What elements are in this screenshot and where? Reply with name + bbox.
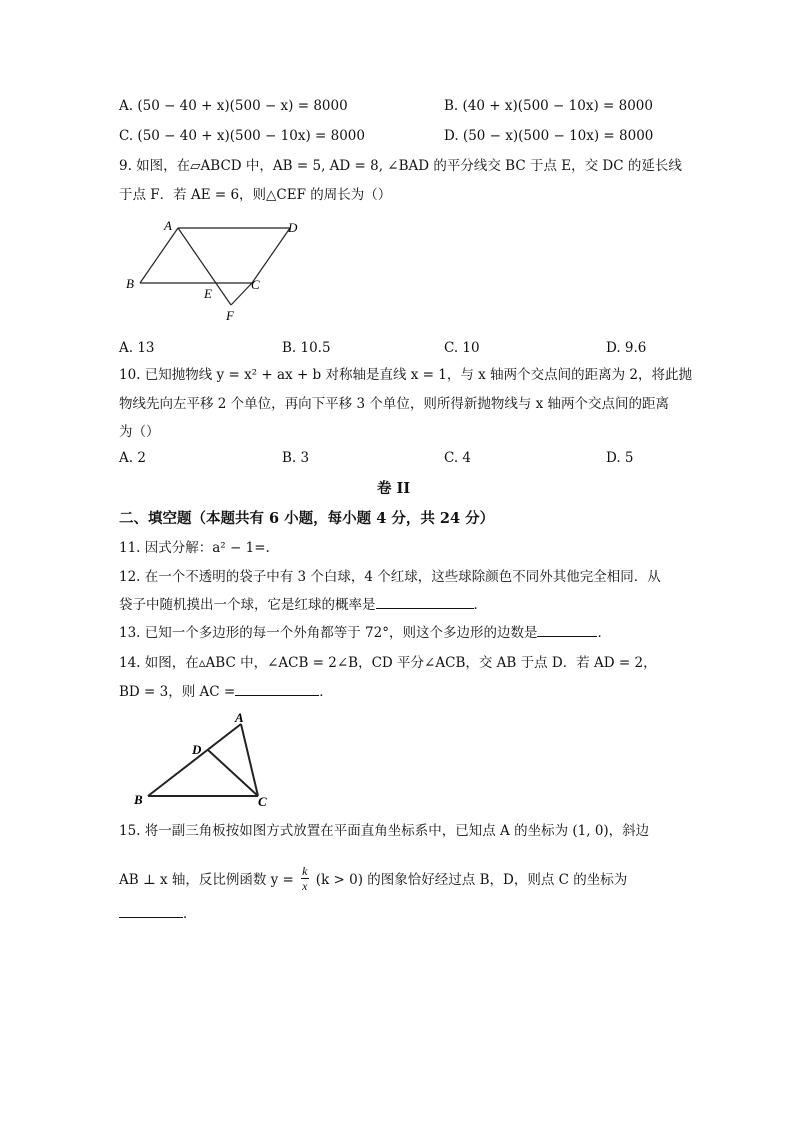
q8-option-c: C. (50 − 40 + x)(500 − 10x) = 8000 <box>119 128 365 144</box>
q14-answer-blank[interactable] <box>235 683 319 696</box>
q9-label-d: D <box>288 220 298 235</box>
q14-stem-text: BD = 3，则 AC = <box>119 684 236 700</box>
q15-answer-line <box>119 905 197 923</box>
q14-triangle-figure <box>128 710 298 810</box>
section-heading: 二、填空题（本题共有 6 小题，每小题 4 分，共 24 分） <box>119 510 495 527</box>
q15-fraction <box>301 864 308 893</box>
q9-option-b: B. 10.5 <box>282 340 331 356</box>
q9-option-a: A. 13 <box>119 340 155 356</box>
q9-label-a: A <box>164 218 172 233</box>
q14-label-b: B <box>134 792 143 807</box>
q15-answer-blank[interactable] <box>119 905 183 918</box>
q12-answer-blank[interactable] <box>376 596 474 609</box>
q12-stem-text: 袋子中随机摸出一个球，它是红球的概率是 <box>119 597 376 613</box>
q14-label-c: C <box>258 794 267 809</box>
q9-parallelogram-figure <box>120 215 320 325</box>
q15-stem-line1: 15. 将一副三角板按如图方式放置在平面直角坐标系中，已知点 A 的坐标为 (1, 0)，斜边 <box>119 823 650 839</box>
q10-option-b: B. 3 <box>282 450 310 466</box>
q9-option-d: D. 9.6 <box>606 340 647 356</box>
q10-stem-line3: 为（） <box>119 424 160 440</box>
q9-option-c: C. 10 <box>444 340 480 356</box>
q9-label-f: F <box>226 308 234 323</box>
q10-option-c: C. 4 <box>444 450 472 466</box>
q10-option-a: A. 2 <box>119 450 146 466</box>
part-title: 卷 II <box>377 480 411 497</box>
q14-label-a: A <box>235 710 244 725</box>
q15-fraction-numerator: k <box>302 864 308 878</box>
q10-stem-line1: 10. 已知抛物线 y = x² + ax + b 对称轴是直线 x = 1，与 x 轴两个交点间的距离为 2，将此抛 <box>119 367 692 383</box>
q8-option-d: D. (50 − x)(500 − 10x) = 8000 <box>444 128 654 144</box>
q10-stem-line2: 物线先向左平移 2 个单位，再向下平移 3 个单位，则所得新抛物线与 x 轴两个交点间的距离 <box>119 396 670 412</box>
q14-period: ． <box>319 684 333 700</box>
q9-stem-line1: 9. 如图，在▱ABCD 中，AB = 5, AD = 8, ∠BAD 的平分线交 BC 于点 E，交 DC 的延长线 <box>119 158 682 174</box>
q15-period: ． <box>183 906 197 922</box>
q9-label-e: E <box>204 286 212 301</box>
q14-label-d: D <box>192 742 202 757</box>
q8-option-a: A. (50 − 40 + x)(500 − x) = 8000 <box>119 98 348 114</box>
q11-stem: 11. 因式分解：a² − 1=. <box>119 540 270 556</box>
q13-period: ． <box>597 625 611 641</box>
q8-option-b: B. (40 + x)(500 − 10x) = 8000 <box>444 98 653 114</box>
q15-stem-text-a: AB ⊥ x 轴，反比例函数 y = <box>119 872 294 888</box>
q13-stem <box>119 624 611 642</box>
q13-answer-blank[interactable] <box>537 624 597 637</box>
q9-label-b: B <box>126 276 134 291</box>
q12-stem-line2 <box>119 596 487 614</box>
q14-stem-line2 <box>119 683 333 701</box>
q15-stem-text-b: (k > 0) 的图象恰好经过点 B，D，则点 C 的坐标为 <box>315 872 628 888</box>
q12-period: ． <box>473 597 487 613</box>
q15-stem-line2 <box>119 866 627 895</box>
q9-stem-line2: 于点 F．若 AE = 6，则△CEF 的周长为（） <box>119 187 392 203</box>
q15-fraction-denominator: x <box>302 879 308 893</box>
q9-label-c: C <box>251 277 260 292</box>
q12-stem-line1: 12. 在一个不透明的袋子中有 3 个白球，4 个红球，这些球除颜色不同外其他完全相同．从 <box>119 569 661 585</box>
q14-stem-line1: 14. 如图，在▵ABC 中，∠ACB = 2∠B，CD 平分∠ACB，交 AB 于点 D．若 AD = 2， <box>119 655 657 671</box>
q10-option-d: D. 5 <box>606 450 634 466</box>
q13-stem-text: 13. 已知一个多边形的每一个外角都等于 72°，则这个多边形的边数是 <box>119 625 538 641</box>
